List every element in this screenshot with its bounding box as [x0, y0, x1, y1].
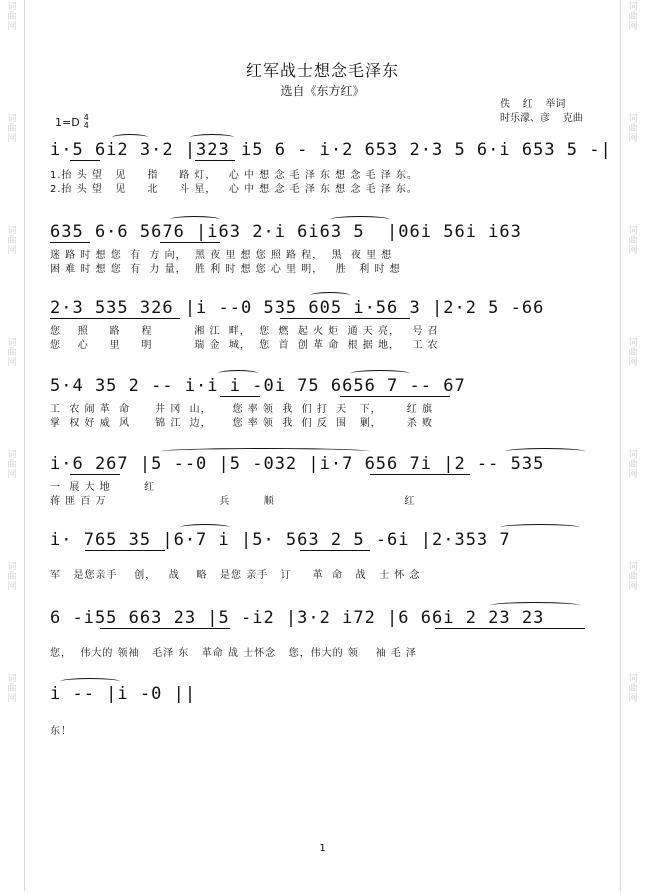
beam — [70, 160, 100, 161]
watermark-char: 网 — [7, 358, 17, 368]
watermark-char: 曲 — [7, 348, 17, 358]
meter-bottom: 4 — [83, 121, 89, 130]
watermark-char: 词 — [7, 114, 17, 124]
watermark-char: 网 — [628, 246, 638, 256]
lyric-verse-2: 2.抬 头 望 见 北 斗 星， 心 中 想 念 毛 泽 东 想 念 毛 泽 东。 — [50, 184, 418, 195]
watermark-char: 曲 — [628, 684, 638, 694]
watermark-char: 曲 — [7, 460, 17, 470]
lyric-verse-1: 您， 伟大的 领袖 毛泽 东 革命 战 士怀念 您，伟大的 领 袖 毛 泽 — [50, 648, 417, 659]
watermark-char: 曲 — [7, 124, 17, 134]
lyric-verse-1: 您 照 路 程 湘 江 畔， 您 燃 起 火 炬 通 天 亮， 号 召 — [50, 326, 439, 337]
ending-lyric: 东！ — [50, 726, 72, 737]
beam — [340, 396, 450, 397]
watermark-char: 网 — [7, 694, 17, 704]
lyric-verse-1: 军 是您亲手 创， 战 略 是您 亲手 订 革 命 战 士 怀 念 — [50, 570, 421, 581]
watermark-char: 曲 — [628, 12, 638, 22]
watermark-char: 曲 — [7, 684, 17, 694]
jianpu-notes: 6 -i55 663 23 |5 -i2 |3·2 i72 |6 66i 2 23 23 — [50, 608, 545, 628]
watermark-char: 词 — [628, 2, 638, 12]
meter-top: 4 — [83, 113, 89, 122]
watermark-group — [7, 450, 16, 480]
watermark-char: 词 — [7, 338, 17, 348]
jianpu-notes: i·5 6i2 3·2 |323 i5 6 - i·2 653 2·3 5 6·i 653 5 -| — [50, 140, 612, 160]
watermark-char: 词 — [7, 450, 17, 460]
watermark-char: 词 — [7, 674, 17, 684]
lyric-verse-2: 蒋 匪 百 万 兵 顺 红 — [50, 496, 416, 507]
watermark-group — [7, 338, 16, 368]
watermark-char: 词 — [7, 2, 17, 12]
beam — [85, 550, 165, 551]
lyric-verse-1: 1.抬 头 望 见 指 路 灯， 心 中 想 念 毛 泽 东 想 念 毛 泽 东。 — [50, 170, 418, 181]
jianpu-notes: 635 6·6 5676 |i63 2·i 6i63 5 |06i 56i i63 — [50, 222, 522, 242]
watermark-char: 词 — [628, 674, 638, 684]
watermark-char: 词 — [7, 226, 17, 236]
watermark-char: 曲 — [628, 236, 638, 246]
watermark-char: 曲 — [628, 572, 638, 582]
watermark-char: 词 — [628, 114, 638, 124]
watermark-char: 网 — [7, 582, 17, 592]
watermark-group — [7, 114, 16, 144]
beam — [50, 242, 90, 243]
beam — [300, 550, 370, 551]
lyric-verse-1: 迷 路 时 想 您 有 方 向， 黑 夜 里 想 您 照 路 程， 黑 夜 里 想 — [50, 250, 393, 261]
watermark-group — [628, 450, 637, 480]
beam — [435, 628, 585, 629]
watermark-char: 曲 — [7, 12, 17, 22]
lyric-verse-2: 困 难 时 想 您 有 力 量， 胜 利 时 想 您 心 里 明， 胜 利 时 想 — [50, 264, 401, 275]
beam — [160, 242, 220, 243]
key-label: 1=D — [55, 115, 80, 129]
credits — [500, 98, 583, 126]
watermark-char: 网 — [7, 134, 17, 144]
jianpu-notes: i -- |i -0 || — [50, 684, 197, 704]
watermark-char: 曲 — [628, 460, 638, 470]
watermark-char: 曲 — [7, 236, 17, 246]
watermark-group — [7, 2, 16, 32]
watermark-char: 词 — [628, 450, 638, 460]
watermark-char: 曲 — [7, 572, 17, 582]
jianpu-notes: 5·4 35 2 -- i·i i -0i 75 6656 7 -- 67 — [50, 376, 466, 396]
watermark-char: 网 — [7, 246, 17, 256]
watermark-group — [628, 674, 637, 704]
left-watermark — [2, 0, 22, 893]
watermark-char: 词 — [628, 226, 638, 236]
jianpu-notes: i· 765 35 |6·7 i |5· 563 2 5 -6i |2·353 7 — [50, 530, 511, 550]
watermark-char: 网 — [628, 134, 638, 144]
key-signature — [55, 114, 89, 130]
left-margin-rule — [24, 0, 25, 891]
page-number: 1 — [319, 843, 326, 854]
watermark-char: 网 — [7, 470, 17, 480]
jianpu-notes: 2·3 535 326 |i --0 535 605 i·56 3 |2·2 5 -66 — [50, 298, 545, 318]
jianpu-notes: i·6 267 |5 --0 |5 -032 |i·7 656 7i |2 -- 535 — [50, 454, 545, 474]
watermark-char: 网 — [628, 358, 638, 368]
beam — [280, 318, 410, 319]
watermark-group — [7, 226, 16, 256]
beam — [100, 628, 230, 629]
time-signature — [84, 114, 89, 130]
beam — [195, 160, 235, 161]
watermark-group — [7, 562, 16, 592]
watermark-char: 网 — [628, 470, 638, 480]
lyric-verse-2: 您 心 里 明 瑞 金 城， 您 首 创 革 命 根 据 地， 工 农 — [50, 340, 439, 351]
beam — [50, 318, 180, 319]
lyric-verse-1: 工 农 闹 革 命 井 冈 山， 您 率 领 我 们 打 天 下， 红 旗 — [50, 404, 433, 415]
song-subtitle: 选自《东方红》 — [280, 84, 365, 98]
composer-credit: 时乐濛、彦 克曲 — [500, 113, 583, 124]
beam — [70, 474, 120, 475]
song-title: 红军战士想念毛泽东 — [245, 61, 399, 80]
watermark-group — [628, 338, 637, 368]
right-watermark — [623, 0, 643, 893]
lyric-verse-1: 一 展 大 地 红 — [50, 482, 156, 493]
watermark-char: 网 — [7, 22, 17, 32]
watermark-group — [7, 674, 16, 704]
right-margin-rule — [620, 0, 621, 891]
watermark-char: 词 — [628, 562, 638, 572]
watermark-char: 词 — [7, 562, 17, 572]
watermark-char: 曲 — [628, 348, 638, 358]
watermark-group — [628, 114, 637, 144]
watermark-group — [628, 2, 637, 32]
lyricist-credit: 佚 红 举词 — [500, 99, 566, 110]
lyric-verse-2: 掌 权 好 威 风 锦 江 边， 您 率 领 我 们 反 围 剿， 杀 败 — [50, 418, 433, 429]
watermark-char: 曲 — [628, 124, 638, 134]
watermark-char: 词 — [628, 338, 638, 348]
watermark-group — [628, 562, 637, 592]
watermark-char: 网 — [628, 694, 638, 704]
watermark-char: 网 — [628, 582, 638, 592]
beam — [370, 474, 470, 475]
beam — [220, 396, 260, 397]
watermark-group — [628, 226, 637, 256]
watermark-char: 网 — [628, 22, 638, 32]
